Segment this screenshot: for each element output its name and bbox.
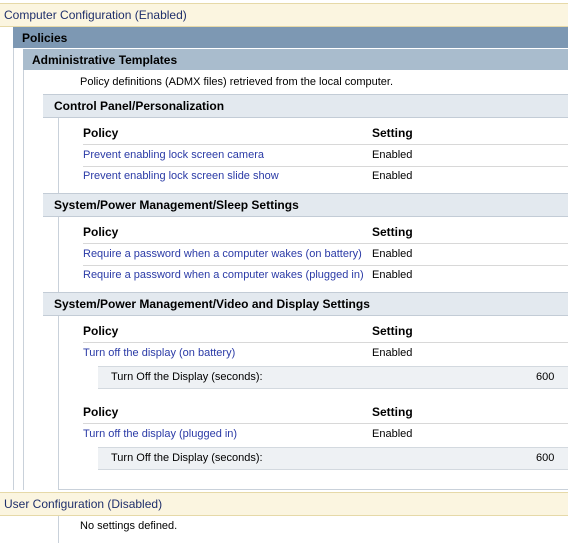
column-header-setting: Setting (372, 225, 413, 239)
option-label: Turn Off the Display (seconds): (111, 371, 263, 383)
policy-link[interactable]: Prevent enabling lock screen slide show (83, 170, 279, 182)
section-header-video-display[interactable] (43, 292, 568, 316)
policy-setting: Enabled (372, 428, 413, 440)
column-header-setting: Setting (372, 324, 413, 338)
section-header-sleep-settings[interactable] (43, 193, 568, 217)
policy-link[interactable]: Turn off the display (on battery) (83, 347, 236, 359)
section-title: System/Power Management/Video and Display Settings (54, 297, 370, 311)
admin-rail (23, 70, 24, 490)
policy-link[interactable]: Require a password when a computer wakes (plugged in) (83, 269, 364, 281)
option-value: 600 (536, 371, 555, 383)
column-header-policy: Policy (83, 126, 119, 140)
section-rail (58, 118, 59, 195)
policy-option-row (98, 366, 568, 389)
column-header-policy: Policy (83, 405, 119, 419)
admx-note: Policy definitions (ADMX files) retrieved from the local computer. (80, 76, 394, 88)
column-header-policy: Policy (83, 225, 119, 239)
row-divider (83, 243, 568, 244)
section-header-personalization[interactable] (43, 94, 568, 118)
user-config-header[interactable] (0, 492, 568, 516)
policy-setting: Enabled (372, 248, 413, 260)
column-header-setting: Setting (372, 126, 413, 140)
section-title: Control Panel/Personalization (54, 99, 225, 113)
row-divider (83, 423, 568, 424)
section-title: System/Power Management/Sleep Settings (54, 198, 299, 212)
policy-link[interactable]: Require a password when a computer wakes (on battery) (83, 248, 362, 260)
option-value: 600 (536, 452, 555, 464)
admin-templates-title: Administrative Templates (32, 52, 178, 67)
policies-title: Policies (22, 30, 68, 45)
policies-rail (13, 48, 14, 490)
row-divider (83, 342, 568, 343)
policy-setting: Enabled (372, 347, 413, 359)
row-divider (83, 166, 568, 167)
policy-link[interactable]: Turn off the display (plugged in) (83, 428, 238, 440)
policy-setting: Enabled (372, 170, 413, 182)
policy-setting: Enabled (372, 149, 413, 161)
row-divider (83, 144, 568, 145)
computer-config-title: Computer Configuration (Enabled) (4, 8, 187, 22)
policy-link[interactable]: Prevent enabling lock screen camera (83, 149, 264, 161)
section-rail (58, 217, 59, 294)
option-label: Turn Off the Display (seconds): (111, 452, 263, 464)
section-bottom-border (58, 489, 568, 490)
policy-option-row (98, 447, 568, 470)
no-settings-note: No settings defined. (80, 520, 178, 532)
policy-setting: Enabled (372, 269, 413, 281)
computer-config-header[interactable] (0, 3, 568, 27)
user-config-title: User Configuration (Disabled) (4, 497, 163, 511)
column-header-setting: Setting (372, 405, 413, 419)
row-divider (83, 265, 568, 266)
column-header-policy: Policy (83, 324, 119, 338)
section-rail (58, 316, 59, 490)
policies-header[interactable] (13, 27, 568, 48)
admin-templates-header[interactable] (23, 49, 568, 70)
user-config-rail (58, 516, 59, 543)
